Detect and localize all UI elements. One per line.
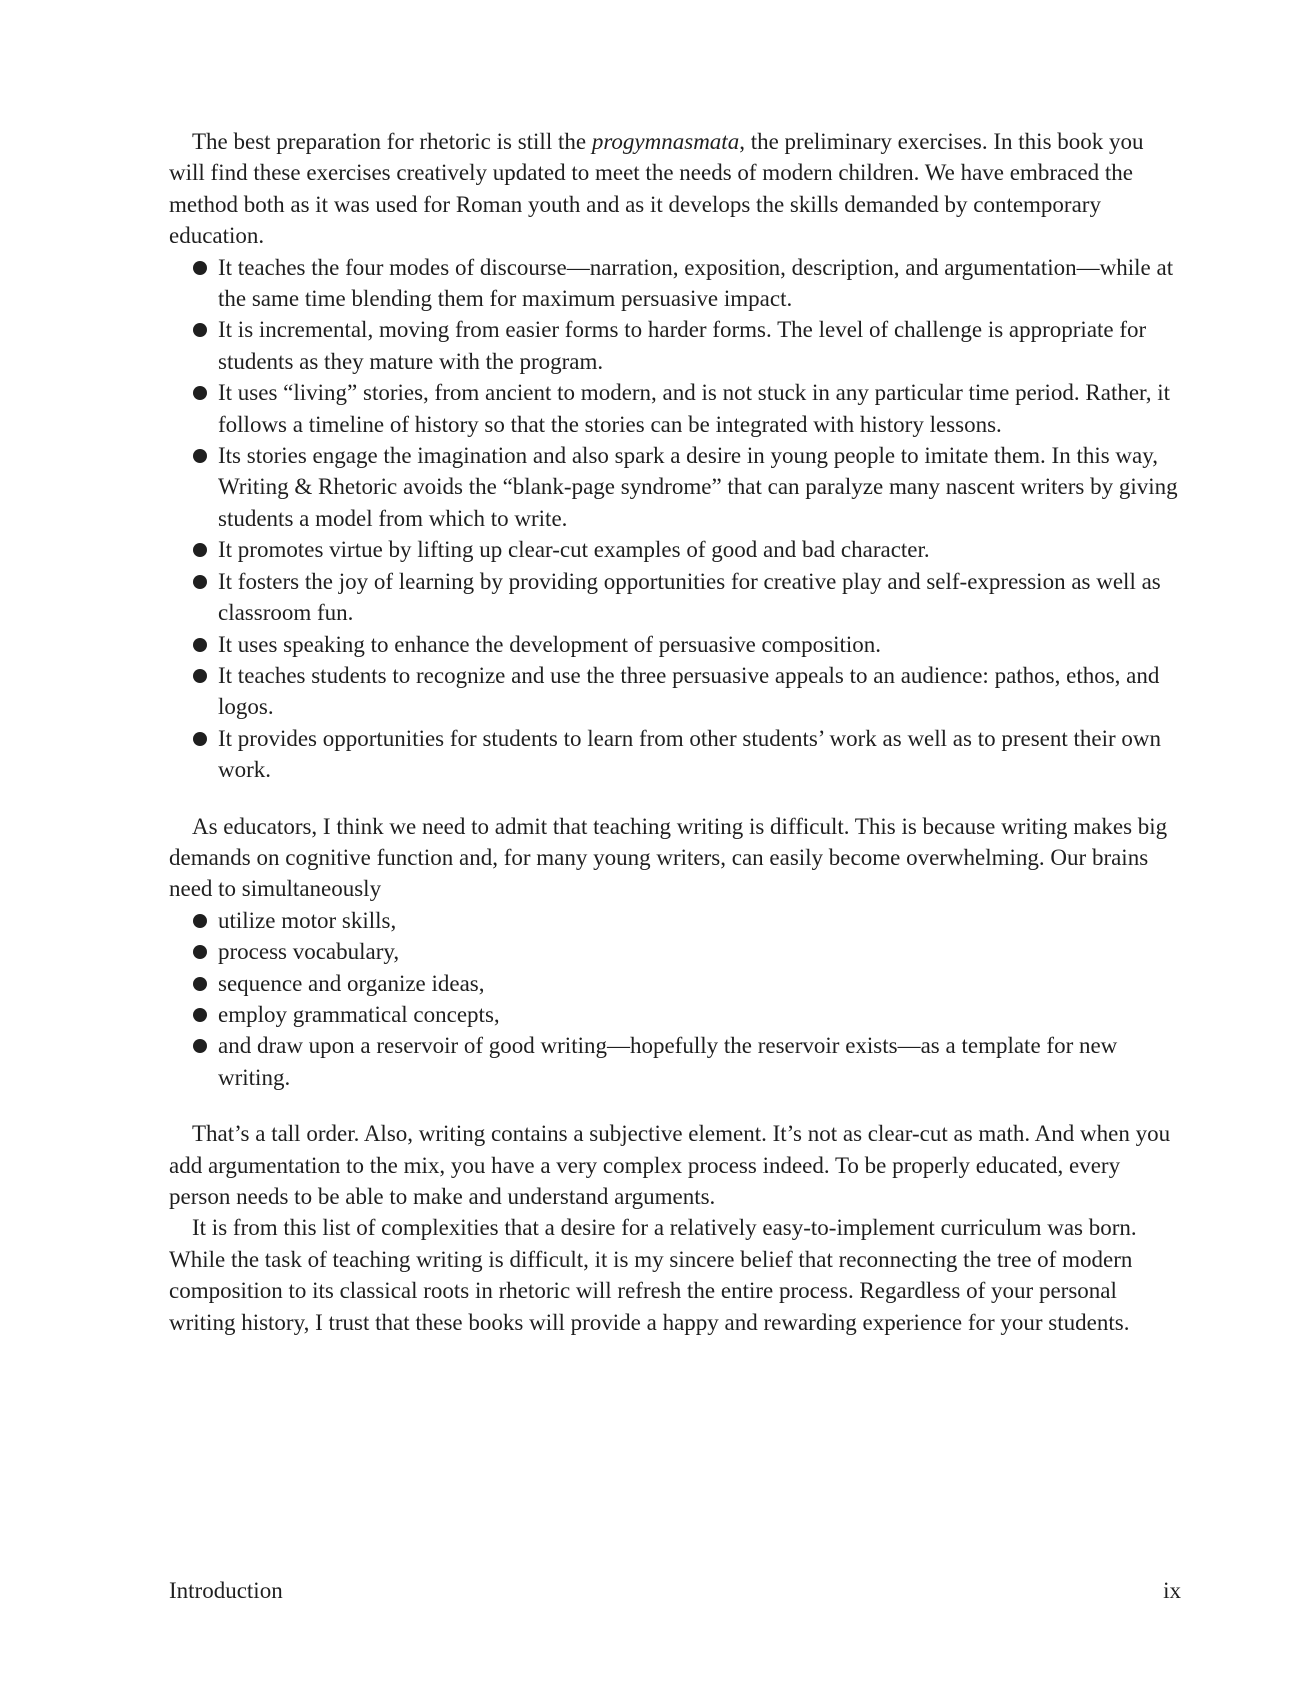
list-item: It is incremental, moving from easier forms to harder forms. The level of challenge is appropriate for students as they mature with the program. [169,314,1181,377]
list-item: It teaches the four modes of discourse—narration, exposition, description, and argumentation—while at the same time blending them for maximum persuasive impact. [169,252,1181,315]
list-item: and draw upon a reservoir of good writing—hopefully the reservoir exists—as a template for new writing. [169,1030,1181,1093]
bullet-icon [193,386,207,400]
footer-section-title: Introduction [169,1578,283,1603]
list-item: It provides opportunities for students to learn from other students’ work as well as to present their own work. [169,723,1181,786]
paragraph-intro: The best preparation for rhetoric is still the progymnasmata, the preliminary exercises. In this book you will find these exercises creatively updated to meet the needs of modern children. We have embraced the method both as it was used for Roman youth and as it develops the skills demanded by contemporary education. [169,129,1144,249]
page-footer [169,1575,1181,1606]
list-item: Its stories engage the imagination and also spark a desire in young people to imitate them. In this way, Writing & Rhetoric avoids the “blank-page syndrome” that can paralyze many nascent writers by giving students a model from which to write. [169,440,1181,534]
bullet-icon [193,914,207,928]
page-body [169,126,1181,1338]
list-item: sequence and organize ideas, [169,968,1181,999]
list-item: process vocabulary, [169,936,1181,967]
page-number: ix [1163,1578,1181,1603]
list-item: employ grammatical concepts, [169,999,1181,1030]
progymnasmata-term: progymnasmata [591,129,740,154]
list-item: It uses “living” stories, from ancient to modern, and is not stuck in any particular time period. Rather, it follows a timeline of history so that the stories can be integrated with history lessons. [169,377,1181,440]
list-item: It promotes virtue by lifting up clear-cut examples of good and bad character. [169,534,1181,565]
bullet-icon [193,1008,207,1022]
list-item: It fosters the joy of learning by providing opportunities for creative play and self-expression as well as classroom fun. [169,566,1181,629]
section-gap [169,786,1181,811]
bullet-icon [193,977,207,991]
paragraph-conclusion: It is from this list of complexities that a desire for a relatively easy-to-implement curriculum was born. While the task of teaching writing is difficult, it is my sincere belief that reconnecting the tree of modern composition to its classical roots in rhetoric will refresh the entire process. Regardless of your personal writing history, I trust that these books will provide a happy and rewarding experience for your students. [169,1215,1137,1335]
list-item: utilize motor skills, [169,905,1181,936]
cognitive-skills-list [169,905,1181,1093]
bullet-icon [193,575,207,589]
list-item: It teaches students to recognize and use the three persuasive appeals to an audience: pathos, ethos, and logos. [169,660,1181,723]
bullet-icon [193,732,207,746]
list-item: It uses speaking to enhance the development of persuasive composition. [169,629,1181,660]
bullet-icon [193,543,207,557]
paragraph-tall-order: That’s a tall order. Also, writing contains a subjective element. It’s not as clear-cut as math. And when you add argumentation to the mix, you have a very complex process indeed. To be properly educated, every person needs to be able to make and understand arguments. [169,1121,1171,1209]
bullet-icon [193,323,207,337]
bullet-icon [193,261,207,275]
bullet-icon [193,638,207,652]
bullet-icon [193,945,207,959]
features-list [169,252,1181,786]
section-gap [169,1093,1181,1118]
bullet-icon [193,449,207,463]
paragraph-educators: As educators, I think we need to admit that teaching writing is difficult. This is because writing makes big demands on cognitive function and, for many young writers, can easily become overwhelming. Our brains need to simultaneously [169,813,1168,902]
bullet-icon [193,1039,207,1053]
bullet-icon [193,669,207,683]
